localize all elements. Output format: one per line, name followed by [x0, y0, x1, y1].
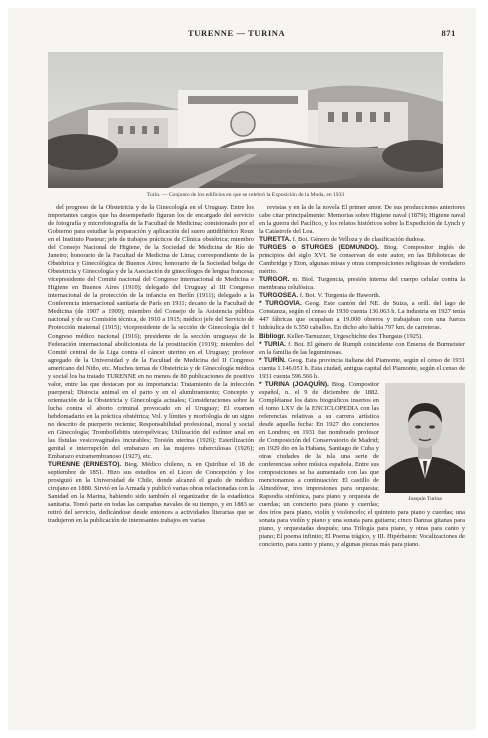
book-page: [8, 8, 476, 730]
left-column: [48, 204, 254, 719]
entry-headword: TURGOSEA.: [259, 292, 299, 300]
entry-text: Geog. Este cantón del NE. de Suiza, a orill. del lago de Constanza, según el censo de 1930 cuenta 136.063 h. La industria en 1927 tenía 447 fábricas que ocupaban a 19.000 obreros y trabajaban con una fuerza hidráulica de 6.550 caballos. En dicho año había 797 km. de carreteras.: [259, 300, 465, 332]
entry-bibliography: [259, 333, 465, 341]
entry-text: Biog. Médico chileno, n. en Quirihue el 18 de septiembre de 1851. Hizo sus estudios en el Liceo de Concepción y los prosiguió en la Universidad de Chile, donde alcanzó el grado de médico cirujano en 1880. Sirvió en la Armada y publicó varias obras relacionadas con la Sanidad en la Marina, habiendo sido también el organizador de la estadística sanitaria. Tomó parte en todas las campañas navales de su tiempo, y en 1883 se retiró del servicio, dedicándose desde entonces a actividades literarias que se tradujeron en la publicación de interesantes trabajos en varias: [48, 461, 254, 525]
entry-headword: * TURGOVIA.: [259, 300, 302, 308]
entry-turetta: [259, 236, 465, 244]
right-column: [259, 204, 465, 719]
entry-headword: Bibliogr.: [259, 332, 286, 340]
figure-caption: Turín. — Conjunto de los edificios en que se celebró la Exposición de la Moda, en 1933: [146, 192, 345, 198]
running-head-title: TURENNE — TURINA: [188, 28, 286, 38]
entry-turgosea: [259, 292, 465, 300]
entry-text: Biog. Compositor inglés de principios del siglo XVI. Se conservan de este autor, en las Bibliotecas de Cambridge y Eton, algunas misas y otras composiciones religiosas de verdadero mérito.: [259, 244, 465, 276]
entry-turin: [259, 357, 465, 381]
turenne-continuation-paragraph: del progreso de la Obstetricia y de la Ginecología en el Uruguay. Entre los importantes cargos que ha desempeñado figuran los de encargado del servicio de fotografía y microfotografía de la Facultad de Medicina; comisionado por el Gobierno para estudiar la preparación y aplicación del suero antidiftérico Roux en el Instituto Pasteur; jefe de trabajos prácticos de Clínica obstétrica; miembro del Consejo Nacional de Higiene, de la Sociedad de Medicina de Río de Janeiro; honorario de la Facultad de Medicina de Lima; correspondiente de la Obstétrica y Ginecológica de Buenos Aires; honorario de la Sociedad belga de Obstetricia y Ginecología y de la Asociación de ginecólogos de lengua francesa; vicepresidente del Comité nacional del Congreso internacional de Medicina e Higiene en Buenos Aires (1910); delegado del Uruguay al III Congreso internacional de la protección de la infancia en Berlín (1911); delegado a la Conferencia internacional sanitaria de París en 1911; decano de la Facultad de Medicina (de 1907 a 1909); miembro del Consejo de la Asistencia pública nacional y de su Comisión técnica, de 1910 a 1915; médico jefe del Servicio de Protección maternal (1915); vicepresidente de la sección de Ginecología del I Congreso médico nacional (1916); presidente de la sección uruguaya de la Federación internacional abolicionista de la prostitución (1919); miembro del Comité central de la Liga contra el cáncer uterino en el Uruguay; profesor agregado de la Universidad y de la Facultad de Medicina del II Congreso americano del Niño, etc. Muchos temas de Obstetricia y de Ginecología médica y social los ha tratado TURENNE en no menos de 80 publicaciones de positivo valor, entre las que destacan por su importancia: Tratamiento de la infección puerperal; Distocia animal en el parto y en el alumbramiento; Concepto y orientación de la Obstetricia y Ginecología actuales; Consideraciones sobre la lucha contra el aborto criminal provocado en el Uruguay; El examen hebdomadario en la práctica obstétrica; Vol. y límites y morfología de un signo no descrito de puerperio reciente; Responsabilidad profesional, moral y social en Ginecología; Tromboflebitis uteropélvicas; Utilización del esfínter anal en las fístulas vesicovaginales incurables; Torsión uterina (1926); Esterilización genital e interrupción del embarazo en las mujeres tuberculosas (1926); Embarazo extramembranoso (1927), etc.: [48, 204, 254, 460]
entry-text: Biog. Compositor español, n. el 9 de diciembre de 1882. Complétanse los datos biográficos insertos en el tomo LXV de la ENCICLOPEDIA con las referencias relativas a su carrera artística desde aquella fecha: En 1927 dio conciertos en Londres; en 1931 fue nombrado profesor de Composición del Conservatorio de Madrid; en 1929 dio en la Habana, Santiago de Cuba y otras ciudades de la isla una serie de conferencias sobre música española. Entre sus composiciones se ha aumentado con las que mencionamos a continuación: El castillo de Almodóvar, tres impresiones para orquesta; Rapsodia sinfónica, para piano y orquesta de cuerdas; un concierto para piano y cuerdas; dos tríos para piano, violín y violoncelo; el quinteto para piano y cuerdas; una sonata para violín y piano y una sonata para guitarra; cinco Danzas gitanas para piano, y orquestadas después; una Trilogía para piano, y otras para canto y piano; El poema infinito; El Poema trágico, y III. Hipérbaton: Vocalizaciones de concierto, para canto y piano, y algunas piezas más para piano.: [259, 380, 465, 549]
portrait-caption: Joaquín Turina: [408, 495, 442, 502]
entry-headword: TURGES o STURGES (EDMUNDO).: [259, 244, 379, 252]
entry-headword: TURETTA.: [259, 236, 292, 244]
turenne-continuation-text: revistas y en la de la novela El primer amor. De sus producciones anteriores cabe citar principalmente: Memorias sobre Higiene naval (1879); Higiene naval en la guerra del Pacífico, y los relatos históricos sobre la Expedición de Lynch y la Catástrofe del Loa.: [259, 204, 465, 236]
entry-text: f. Bot. El género de Rumph coincidente con Emerus de Burmeister en la familia de las leguminosas.: [259, 340, 465, 356]
entry-text: f. Bot. Género de Velloza y de clasificación dudosa.: [292, 236, 426, 244]
entry-turia: [259, 341, 465, 357]
entry-headword: * TURÍN.: [259, 356, 286, 364]
running-head: [8, 28, 476, 40]
entry-text: f. Bot. V. Turgenia de Haworth.: [299, 292, 381, 300]
entry-headword: TURGOR.: [259, 276, 290, 284]
entry-turges: [259, 244, 465, 276]
entry-text: Keller-Tarnuzzer, Urgeschichte des Thurgaus (1925).: [286, 332, 423, 340]
entry-turgovia: [259, 300, 465, 332]
page-number: 871: [441, 28, 456, 38]
entry-text: m. Biol. Turgencia, presión interna del cuerpo celular contra la membrana celulósica.: [259, 276, 465, 292]
joaquin-turina-portrait: [385, 383, 465, 505]
entry-turgor: [259, 276, 465, 292]
entry-text: Geog. Esta provincia italiana del Piamonte, según el censo de 1931 cuenta 1.146.051 h. Esta ciudad, antigua capital del Piamonte, según el censo de 1931 cuenta 596.566 h.: [259, 356, 465, 380]
entry-turenne-ernesto: [48, 461, 254, 525]
entry-headword: * TURIA.: [259, 340, 286, 348]
entry-headword: TURENNE (ERNESTO).: [48, 461, 122, 468]
exhibition-buildings-photo: [48, 52, 443, 188]
entry-headword: * TURINA (JOAQUÍN).: [259, 380, 329, 388]
